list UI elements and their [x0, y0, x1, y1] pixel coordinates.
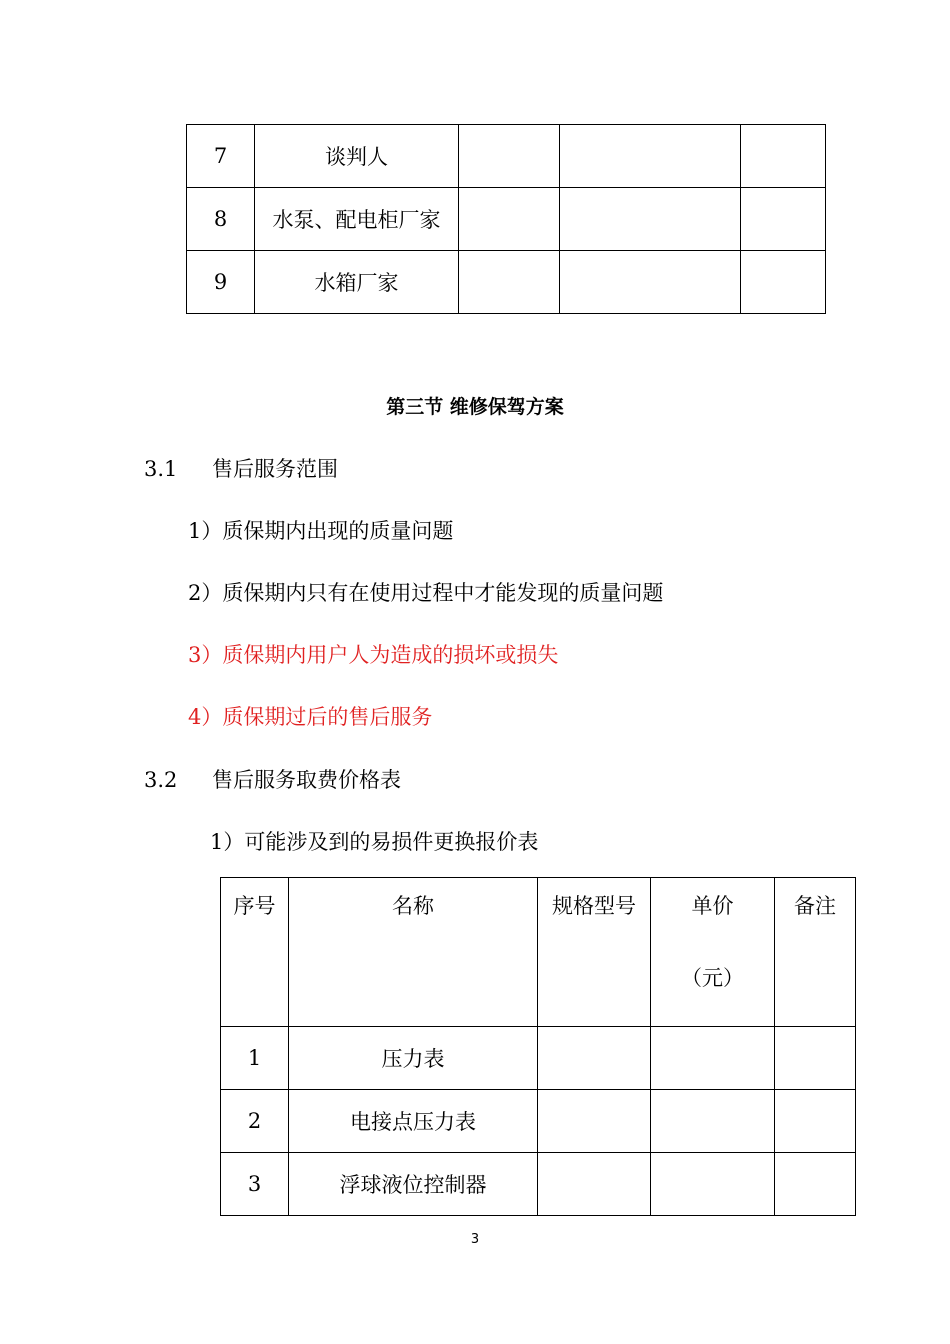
- table-row: [221, 1027, 856, 1090]
- row-name: 水箱厂家: [255, 251, 459, 314]
- empty-cell: [741, 251, 826, 314]
- scope-item-1: 1）质保期内出现的质量问题: [188, 519, 454, 543]
- empty-cell: [651, 1153, 775, 1216]
- section-title: 第三节 维修保驾方案: [386, 396, 564, 418]
- heading-3-1: [144, 455, 338, 483]
- header-spec: 规格型号: [538, 878, 651, 1027]
- price-table-caption: 1）可能涉及到的易损件更换报价表: [210, 830, 539, 854]
- header-price: 单价 （元）: [651, 878, 775, 1027]
- empty-cell: [459, 125, 560, 188]
- table-row: [187, 251, 826, 314]
- header-remark: 备注: [775, 878, 856, 1027]
- heading-number: 3.1: [144, 457, 178, 481]
- empty-cell: [775, 1027, 856, 1090]
- table-row: [187, 125, 826, 188]
- row-number: 3: [221, 1153, 289, 1216]
- scope-item-3: 3）质保期内用户人为造成的损坏或损失: [188, 643, 559, 667]
- empty-cell: [560, 251, 741, 314]
- heading-3-2: [144, 766, 401, 794]
- empty-cell: [459, 188, 560, 251]
- row-number: 7: [187, 125, 255, 188]
- empty-cell: [538, 1153, 651, 1216]
- scope-item-4: 4）质保期过后的售后服务: [188, 705, 433, 729]
- row-name: 浮球液位控制器: [289, 1153, 538, 1216]
- table-row: [221, 1153, 856, 1216]
- header-no: 序号: [221, 878, 289, 1027]
- row-name: 压力表: [289, 1027, 538, 1090]
- table-row: [221, 1090, 856, 1153]
- empty-cell: [560, 188, 741, 251]
- empty-cell: [538, 1090, 651, 1153]
- empty-cell: [741, 188, 826, 251]
- empty-cell: [775, 1090, 856, 1153]
- row-number: 1: [221, 1027, 289, 1090]
- row-number: 9: [187, 251, 255, 314]
- row-name: 谈判人: [255, 125, 459, 188]
- empty-cell: [538, 1027, 651, 1090]
- table-row: [187, 188, 826, 251]
- table-header-row: [221, 878, 856, 1027]
- heading-text: 售后服务范围: [212, 457, 338, 481]
- parts-price-table: [220, 877, 856, 1216]
- empty-cell: [741, 125, 826, 188]
- empty-cell: [560, 125, 741, 188]
- empty-cell: [651, 1027, 775, 1090]
- row-name: 电接点压力表: [289, 1090, 538, 1153]
- header-name: 名称: [289, 878, 538, 1027]
- empty-cell: [651, 1090, 775, 1153]
- page-number: 3: [470, 1232, 480, 1247]
- empty-cell: [775, 1153, 856, 1216]
- scope-item-2: 2）质保期内只有在使用过程中才能发现的质量问题: [188, 581, 664, 605]
- header-price-unit: （元）: [681, 966, 744, 990]
- heading-number: 3.2: [144, 768, 178, 792]
- row-number: 2: [221, 1090, 289, 1153]
- contact-table: [186, 124, 826, 314]
- row-number: 8: [187, 188, 255, 251]
- heading-text: 售后服务取费价格表: [212, 768, 401, 792]
- empty-cell: [459, 251, 560, 314]
- row-name: 水泵、配电柜厂家: [255, 188, 459, 251]
